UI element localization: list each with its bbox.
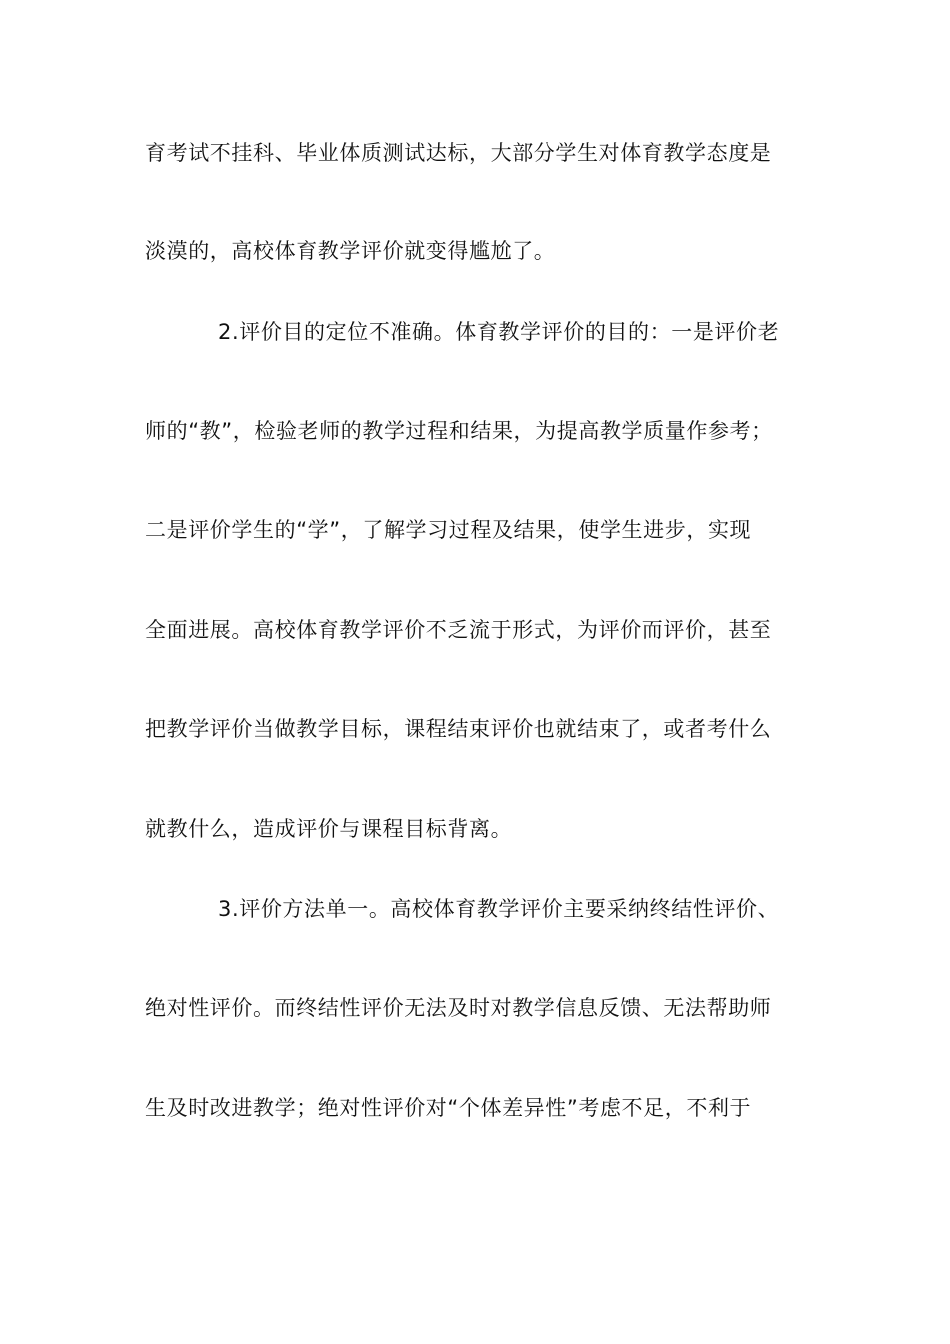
paragraph-line: 2.评价目的定位不准确。体育教学评价的目的：一是评价老 — [218, 320, 780, 344]
paragraph-line: 就教什么，造成评价与课程目标背离。 — [145, 817, 513, 841]
paragraph-line: 把教学评价当做教学目标，课程结束评价也就结束了，或者考什么 — [145, 717, 772, 741]
paragraph-line: 师的“教”，检验老师的教学过程和结果，为提高教学质量作参考； — [145, 419, 773, 443]
paragraph-line: 淡漠的，高校体育教学评价就变得尴尬了。 — [145, 239, 556, 263]
paragraph-line: 育考试不挂科、毕业体质测试达标，大部分学生对体育教学态度是 — [145, 141, 772, 165]
paragraph-line: 二是评价学生的“学”，了解学习过程及结果，使学生进步，实现 — [145, 518, 752, 542]
paragraph-line: 绝对性评价。而终结性评价无法及时对教学信息反馈、无法帮助师 — [145, 996, 772, 1020]
paragraph-line: 生及时改进教学；绝对性评价对“个体差异性”考虑不足，不利于 — [145, 1096, 752, 1120]
paragraph-line: 全面进展。高校体育教学评价不乏流于形式，为评价而评价，甚至 — [145, 618, 772, 642]
paragraph-line: 3.评价方法单一。高校体育教学评价主要采纳终结性评价、 — [218, 897, 780, 921]
